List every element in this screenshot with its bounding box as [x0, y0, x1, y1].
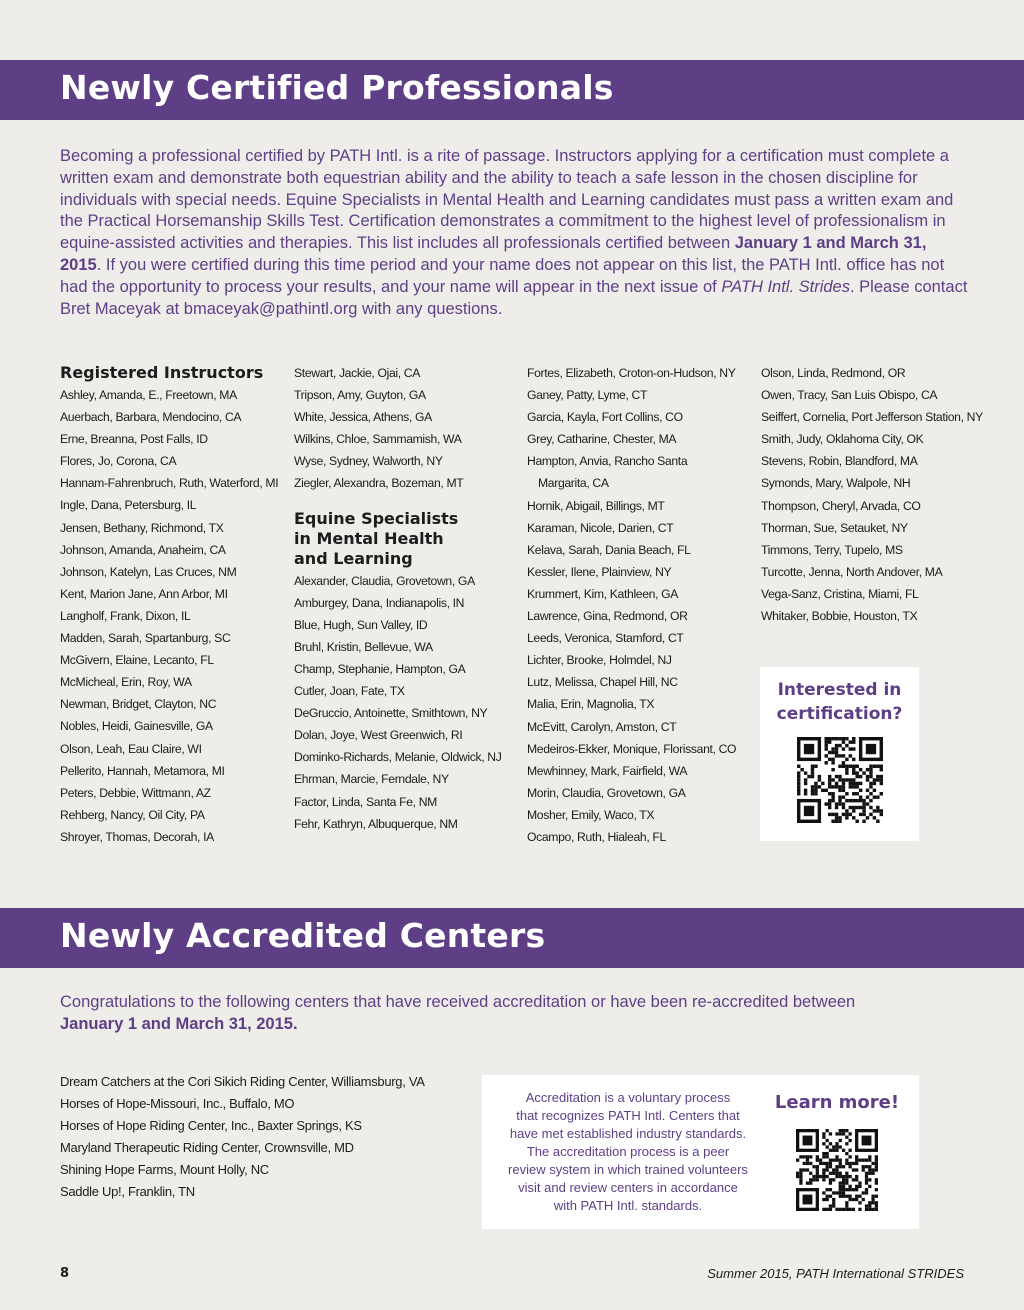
- specialist-entry: Stevens, Robin, Blandford, MA: [761, 454, 918, 469]
- certification-cta: [760, 678, 919, 726]
- intro-text-continued: . If you were certified during this time period and your name does not appear on this list, the PATH Intl. office has not had the opportunity to process your results, and your name will appear in the next issue of: [60, 255, 945, 296]
- specialist-entry: Blue, Hugh, Sun Valley, ID: [294, 617, 428, 632]
- specialist-entry: Whitaker, Bobbie, Houston, TX: [761, 609, 918, 624]
- instructor-entry: Kent, Marion Jane, Ann Arbor, MI: [60, 586, 228, 601]
- accreditation-intro: [60, 992, 970, 1036]
- names-column-4: [761, 362, 991, 627]
- heading-line: and Learning: [294, 548, 413, 568]
- description-line: review system in which trained volunteers: [508, 1162, 748, 1177]
- instructor-entry: Wilkins, Chloe, Sammamish, WA: [294, 432, 462, 447]
- specialist-entry: Timmons, Terry, Tupelo, MS: [761, 542, 903, 557]
- instructor-entry: Auerbach, Barbara, Mendocino, CA: [60, 410, 242, 425]
- intro-dates: January 1 and March 31, 2015.: [60, 1014, 298, 1033]
- specialist-entry: Morin, Claudia, Grovetown, GA: [527, 785, 686, 800]
- registered-instructors-list: [60, 384, 290, 848]
- section-title: Newly Certified Professionals: [60, 68, 614, 107]
- specialist-entry: Ganey, Patty, Lyme, CT: [527, 388, 648, 403]
- specialist-entry: Fehr, Kathryn, Albuquerque, NM: [294, 816, 458, 831]
- learn-more-cta: Learn more!: [774, 1092, 900, 1113]
- specialist-entry: Seiffert, Cornelia, Port Jefferson Station, NY: [761, 410, 983, 425]
- section-title: Newly Accredited Centers: [60, 916, 546, 955]
- description-line: that recognizes PATH Intl. Centers that: [516, 1108, 740, 1123]
- instructor-entry: Madden, Sarah, Spartanburg, SC: [60, 631, 231, 646]
- instructor-entry: Hannam-Fahrenbruch, Ruth, Waterford, MI: [60, 476, 279, 491]
- specialist-entry: Champ, Stephanie, Hampton, GA: [294, 661, 466, 676]
- instructor-entry: Johnson, Amanda, Anaheim, CA: [60, 542, 226, 557]
- names-column-2: [294, 362, 524, 835]
- publication-name: PATH Intl. Strides: [721, 277, 850, 296]
- specialist-entry: Thorman, Sue, Setauket, NY: [761, 520, 908, 535]
- heading-line: in Mental Health: [294, 528, 444, 548]
- intro-dates: January 1 and March 31, 2015: [60, 234, 927, 274]
- page-number: 8: [60, 1266, 70, 1281]
- specialist-entry: Olson, Linda, Redmond, OR: [761, 366, 906, 380]
- equine-specialists-list: [294, 570, 524, 835]
- specialist-entry: Hornik, Abigail, Billings, MT: [527, 498, 665, 513]
- specialist-entry: Ehrman, Marcie, Ferndale, NY: [294, 772, 449, 787]
- instructor-entry: Wyse, Sydney, Walworth, NY: [294, 454, 443, 469]
- specialist-entry: Ocampo, Ruth, Hialeah, FL: [527, 829, 666, 844]
- specialist-entry: Symonds, Mary, Walpole, NH: [761, 476, 911, 491]
- specialist-entry: Kessler, Ilene, Plainview, NY: [527, 564, 672, 579]
- specialist-entry: Fortes, Elizabeth, Croton-on-Hudson, NY: [527, 366, 736, 380]
- instructor-entry: McGivern, Elaine, Lecanto, FL: [60, 653, 214, 668]
- intro-text: Becoming a professional certified by PATH Intl. is a rite of passage. Instructors applying for a certification must complete a written exam and demonstrate both equestrian ability and the ability to teach a safe lesson in the chosen discipline for individuals with special needs. Equine Specialists in Mental Health and Learning candidates must pass a written exam and the Practical Horsemanship Skills Test. Certification demonstrates a commitment to the highest level of professionalism in equine-assisted activities and therapies. This list includes all professionals certified between: [60, 147, 954, 253]
- names-column-1: [60, 362, 290, 848]
- instructor-entry: Langholf, Frank, Dixon, IL: [60, 608, 191, 623]
- accreditation-description: [494, 1089, 762, 1215]
- issue-footer: Summer 2015, PATH International STRIDES: [707, 1266, 964, 1281]
- registered-instructors-heading: Registered Instructors: [60, 363, 264, 382]
- registered-instructors-list-continued: [294, 362, 524, 495]
- specialist-entry: Mewhinney, Mark, Fairfield, WA: [527, 763, 688, 778]
- certification-info-box: [760, 667, 919, 841]
- description-line: visit and review centers in accordance: [518, 1180, 738, 1195]
- instructor-entry: Peters, Debbie, Wittmann, AZ: [60, 785, 211, 800]
- specialist-entry: DeGruccio, Antoinette, Smithtown, NY: [294, 706, 488, 721]
- specialist-entry: Hampton, Anvia, Rancho Santa: [527, 454, 688, 469]
- instructor-entry: Erne, Breanna, Post Falls, ID: [60, 432, 208, 447]
- specialist-entry: Dominko-Richards, Melanie, Oldwick, NJ: [294, 750, 502, 765]
- specialist-entry: Mosher, Emily, Waco, TX: [527, 807, 655, 822]
- accreditation-qr-code[interactable]: [796, 1129, 878, 1216]
- certification-intro: [60, 146, 970, 320]
- center-entry: Dream Catchers at the Cori Sikich Riding Center, Williamsburg, VA: [60, 1074, 425, 1089]
- specialist-entry: Grey, Catharine, Chester, MA: [527, 432, 677, 447]
- description-line: have met established industry standards.: [509, 1126, 747, 1141]
- instructor-entry: Ziegler, Alexandra, Bozeman, MT: [294, 476, 464, 491]
- instructor-entry: Johnson, Katelyn, Las Cruces, NM: [60, 564, 237, 579]
- specialist-entry: Dolan, Joye, West Greenwich, RI: [294, 728, 463, 743]
- instructor-entry: Flores, Jo, Corona, CA: [60, 454, 177, 469]
- specialist-entry: Lutz, Melissa, Chapel Hill, NC: [527, 675, 678, 690]
- instructor-entry: Newman, Bridget, Clayton, NC: [60, 697, 217, 712]
- description-line: with PATH Intl. standards.: [553, 1198, 703, 1213]
- instructor-entry: Nobles, Heidi, Gainesville, GA: [60, 719, 213, 734]
- specialist-entry: Amburgey, Dana, Indianapolis, IN: [294, 595, 465, 610]
- specialist-entry: Vega-Sanz, Cristina, Miami, FL: [761, 586, 919, 601]
- instructor-entry: Ashley, Amanda, E., Freetown, MA: [60, 388, 237, 402]
- specialist-entry: Alexander, Claudia, Grovetown, GA: [294, 573, 475, 588]
- names-column-3: [527, 362, 757, 848]
- center-entry: Shining Hope Farms, Mount Holly, NC: [60, 1162, 269, 1177]
- specialist-entry: Kelava, Sarah, Dania Beach, FL: [527, 542, 691, 557]
- instructor-entry: McMicheal, Erin, Roy, WA: [60, 675, 192, 690]
- instructor-entry: Rehberg, Nancy, Oil City, PA: [60, 807, 205, 822]
- description-line: The accreditation process is a peer: [526, 1144, 730, 1159]
- center-entry: Saddle Up!, Franklin, TN: [60, 1184, 195, 1199]
- specialist-entry: Turcotte, Jenna, North Andover, MA: [761, 564, 943, 579]
- specialist-entry: Medeiros-Ekker, Monique, Florissant, CO: [527, 741, 737, 756]
- specialist-entry: Lawrence, Gina, Redmond, OR: [527, 609, 688, 624]
- certification-qr-code[interactable]: [797, 737, 883, 828]
- instructor-entry: Tripson, Amy, Guyton, GA: [294, 388, 426, 403]
- center-entry: Horses of Hope Riding Center, Inc., Baxter Springs, KS: [60, 1118, 362, 1133]
- specialist-entry: Malia, Erin, Magnolia, TX: [527, 697, 655, 712]
- specialist-entry: Smith, Judy, Oklahoma City, OK: [761, 432, 924, 447]
- center-entry: Horses of Hope-Missouri, Inc., Buffalo, MO: [60, 1096, 295, 1111]
- certified-professionals-banner: [0, 60, 1024, 120]
- description-line: Accreditation is a voluntary process: [525, 1090, 731, 1105]
- intro-contact: . Please contact Bret Maceyak at bmaceyak@pathintl.org with any questions.: [60, 277, 968, 318]
- specialist-entry: Karaman, Nicole, Darien, CT: [527, 520, 674, 535]
- specialist-entry: Margarita, CA: [538, 476, 609, 491]
- specialist-entry: Leeds, Veronica, Stamford, CT: [527, 631, 684, 646]
- intro-text: Congratulations to the following centers that have received accreditation or have been re-accredited between: [60, 993, 856, 1011]
- specialist-entry: Bruhl, Kristin, Bellevue, WA: [294, 639, 433, 654]
- specialist-entry: McEvitt, Carolyn, Amston, CT: [527, 719, 677, 734]
- instructor-entry: Pellerito, Hannah, Metamora, MI: [60, 763, 225, 778]
- instructor-entry: Ingle, Dana, Petersburg, IL: [60, 498, 197, 513]
- equine-specialists-list-end: [761, 362, 991, 627]
- specialist-entry: Factor, Linda, Santa Fe, NM: [294, 794, 437, 809]
- instructor-entry: White, Jessica, Athens, GA: [294, 410, 432, 425]
- heading-line: Equine Specialists: [294, 508, 459, 528]
- instructor-entry: Stewart, Jackie, Ojai, CA: [294, 366, 421, 380]
- specialist-entry: Garcia, Kayla, Fort Collins, CO: [527, 410, 683, 425]
- center-entry: Maryland Therapeutic Riding Center, Crownsville, MD: [60, 1140, 354, 1155]
- specialist-entry: Thompson, Cheryl, Arvada, CO: [761, 498, 921, 513]
- specialist-entry: Lichter, Brooke, Holmdel, NJ: [527, 653, 672, 668]
- cta-line: Interested in: [777, 680, 902, 700]
- specialist-entry: Krummert, Kim, Kathleen, GA: [527, 586, 679, 601]
- accredited-centers-list: [60, 1071, 425, 1203]
- equine-specialists-heading: [294, 509, 524, 569]
- equine-specialists-list-continued: [527, 362, 757, 848]
- accredited-centers-banner: [0, 908, 1024, 968]
- specialist-entry: Owen, Tracy, San Luis Obispo, CA: [761, 388, 938, 403]
- cta-line: certification?: [776, 704, 903, 724]
- instructor-entry: Jensen, Bethany, Richmond, TX: [60, 520, 224, 535]
- instructor-entry: Olson, Leah, Eau Claire, WI: [60, 741, 202, 756]
- accreditation-info-box: [482, 1075, 919, 1229]
- instructor-entry: Shroyer, Thomas, Decorah, IA: [60, 829, 214, 844]
- specialist-entry: Cutler, Joan, Fate, TX: [294, 684, 405, 699]
